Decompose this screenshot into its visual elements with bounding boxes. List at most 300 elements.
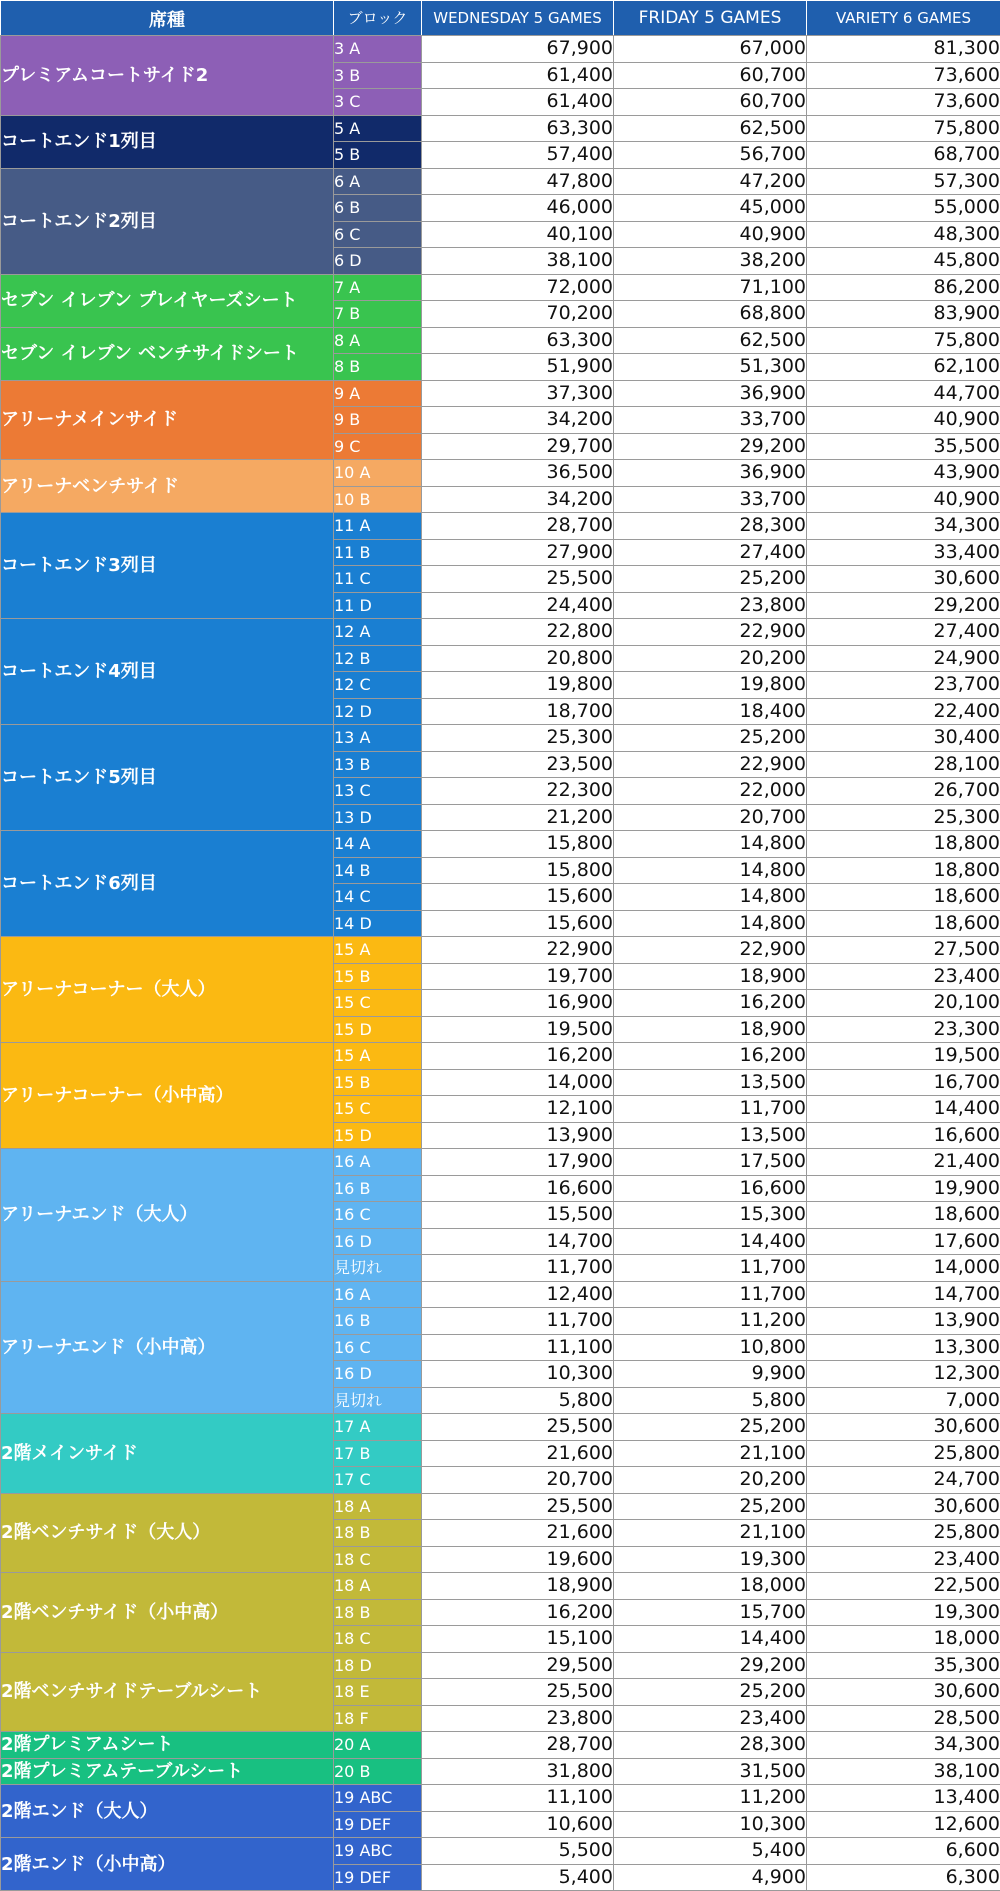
- wednesday-price-cell: 57,400: [422, 142, 614, 169]
- seat-type-cell: セブン イレブン ベンチサイドシート: [1, 327, 334, 380]
- variety-price-cell: 35,500: [807, 433, 1000, 460]
- variety-price-cell: 28,100: [807, 751, 1000, 778]
- wednesday-price-cell: 11,700: [422, 1255, 614, 1282]
- block-cell: 14 A: [334, 831, 422, 858]
- friday-price-cell: 18,000: [614, 1573, 807, 1600]
- friday-price-cell: 4,900: [614, 1864, 807, 1891]
- wednesday-price-cell: 25,300: [422, 725, 614, 752]
- variety-price-cell: 73,600: [807, 62, 1000, 89]
- table-row: [1, 1493, 1000, 1520]
- block-cell: 11 B: [334, 539, 422, 566]
- table-row: [1, 1281, 1000, 1308]
- wednesday-price-cell: 5,500: [422, 1838, 614, 1865]
- wednesday-price-cell: 5,800: [422, 1387, 614, 1414]
- block-cell: 10 B: [334, 486, 422, 513]
- table-row: [1, 1573, 1000, 1600]
- table-row: [1, 1758, 1000, 1785]
- block-cell: 3 B: [334, 62, 422, 89]
- block-cell: 6 A: [334, 168, 422, 195]
- wednesday-price-cell: 23,800: [422, 1705, 614, 1732]
- variety-price-cell: 45,800: [807, 248, 1000, 275]
- block-cell: 17 B: [334, 1440, 422, 1467]
- variety-price-cell: 30,400: [807, 725, 1000, 752]
- friday-price-cell: 5,800: [614, 1387, 807, 1414]
- block-cell: 5 A: [334, 115, 422, 142]
- wednesday-price-cell: 31,800: [422, 1758, 614, 1785]
- variety-price-cell: 40,900: [807, 407, 1000, 434]
- table-row: [1, 1732, 1000, 1759]
- wednesday-price-cell: 22,900: [422, 937, 614, 964]
- variety-price-cell: 33,400: [807, 539, 1000, 566]
- block-cell: 18 D: [334, 1652, 422, 1679]
- friday-price-cell: 5,400: [614, 1838, 807, 1865]
- block-cell: 18 F: [334, 1705, 422, 1732]
- wednesday-price-cell: 67,900: [422, 36, 614, 63]
- friday-price-cell: 25,200: [614, 1679, 807, 1706]
- header-row: [1, 1, 1000, 36]
- block-cell: 16 A: [334, 1149, 422, 1176]
- variety-price-cell: 12,300: [807, 1361, 1000, 1388]
- block-cell: 18 C: [334, 1626, 422, 1653]
- block-cell: 7 B: [334, 301, 422, 328]
- block-cell: 11 D: [334, 592, 422, 619]
- friday-price-cell: 11,200: [614, 1785, 807, 1812]
- variety-price-cell: 73,600: [807, 89, 1000, 116]
- wednesday-price-cell: 5,400: [422, 1864, 614, 1891]
- friday-price-cell: 56,700: [614, 142, 807, 169]
- variety-price-cell: 19,300: [807, 1599, 1000, 1626]
- variety-price-cell: 30,600: [807, 566, 1000, 593]
- variety-price-cell: 30,600: [807, 1679, 1000, 1706]
- friday-price-cell: 17,500: [614, 1149, 807, 1176]
- variety-price-cell: 21,400: [807, 1149, 1000, 1176]
- wednesday-price-cell: 15,600: [422, 884, 614, 911]
- block-cell: 12 D: [334, 698, 422, 725]
- block-cell: 3 C: [334, 89, 422, 116]
- wednesday-price-cell: 10,600: [422, 1811, 614, 1838]
- wednesday-header: WEDNESDAY 5 GAMES: [422, 1, 614, 36]
- friday-price-cell: 14,800: [614, 884, 807, 911]
- wednesday-price-cell: 22,800: [422, 619, 614, 646]
- variety-price-cell: 23,400: [807, 1546, 1000, 1573]
- wednesday-price-cell: 11,100: [422, 1785, 614, 1812]
- variety-price-cell: 16,600: [807, 1122, 1000, 1149]
- block-cell: 15 A: [334, 937, 422, 964]
- friday-price-cell: 11,700: [614, 1096, 807, 1123]
- variety-price-cell: 13,900: [807, 1308, 1000, 1335]
- variety-price-cell: 75,800: [807, 115, 1000, 142]
- friday-price-cell: 45,000: [614, 195, 807, 222]
- wednesday-price-cell: 29,500: [422, 1652, 614, 1679]
- friday-price-cell: 11,700: [614, 1255, 807, 1282]
- friday-price-cell: 14,800: [614, 857, 807, 884]
- wednesday-price-cell: 14,700: [422, 1228, 614, 1255]
- friday-price-cell: 28,300: [614, 513, 807, 540]
- block-cell: 13 D: [334, 804, 422, 831]
- table-row: [1, 1043, 1000, 1070]
- block-cell: 18 B: [334, 1520, 422, 1547]
- friday-price-cell: 25,200: [614, 566, 807, 593]
- friday-price-cell: 25,200: [614, 1414, 807, 1441]
- friday-price-cell: 13,500: [614, 1069, 807, 1096]
- seat-type-cell: アリーナコーナー（大人）: [1, 937, 334, 1043]
- friday-price-cell: 14,800: [614, 831, 807, 858]
- friday-price-cell: 10,800: [614, 1334, 807, 1361]
- variety-price-cell: 27,500: [807, 937, 1000, 964]
- friday-price-cell: 47,200: [614, 168, 807, 195]
- block-cell: 14 C: [334, 884, 422, 911]
- variety-price-cell: 38,100: [807, 1758, 1000, 1785]
- wednesday-price-cell: 11,700: [422, 1308, 614, 1335]
- friday-price-cell: 40,900: [614, 221, 807, 248]
- seat-type-cell: 2階ベンチサイド（小中高）: [1, 1573, 334, 1653]
- variety-price-cell: 55,000: [807, 195, 1000, 222]
- seat-type-cell: 2階エンド（小中高）: [1, 1838, 334, 1891]
- variety-price-cell: 19,500: [807, 1043, 1000, 1070]
- variety-price-cell: 18,600: [807, 1202, 1000, 1229]
- seat-type-cell: 2階エンド（大人）: [1, 1785, 334, 1838]
- variety-price-cell: 25,300: [807, 804, 1000, 831]
- table-row: [1, 1652, 1000, 1679]
- variety-price-cell: 48,300: [807, 221, 1000, 248]
- friday-price-cell: 67,000: [614, 36, 807, 63]
- wednesday-price-cell: 61,400: [422, 89, 614, 116]
- block-cell: 11 A: [334, 513, 422, 540]
- variety-price-cell: 75,800: [807, 327, 1000, 354]
- block-cell: 16 C: [334, 1202, 422, 1229]
- table-row: [1, 168, 1000, 195]
- seat-type-cell: アリーナベンチサイド: [1, 460, 334, 513]
- block-cell: 20 A: [334, 1732, 422, 1759]
- block-cell: 17 C: [334, 1467, 422, 1494]
- table-row: [1, 327, 1000, 354]
- friday-price-cell: 21,100: [614, 1440, 807, 1467]
- wednesday-price-cell: 11,100: [422, 1334, 614, 1361]
- wednesday-price-cell: 70,200: [422, 301, 614, 328]
- variety-price-cell: 44,700: [807, 380, 1000, 407]
- wednesday-price-cell: 25,500: [422, 1679, 614, 1706]
- block-cell: 17 A: [334, 1414, 422, 1441]
- variety-price-cell: 14,000: [807, 1255, 1000, 1282]
- table-row: [1, 831, 1000, 858]
- block-cell: 18 B: [334, 1599, 422, 1626]
- block-cell: 16 B: [334, 1308, 422, 1335]
- wednesday-price-cell: 36,500: [422, 460, 614, 487]
- block-cell: 14 B: [334, 857, 422, 884]
- variety-price-cell: 14,400: [807, 1096, 1000, 1123]
- wednesday-price-cell: 12,100: [422, 1096, 614, 1123]
- wednesday-price-cell: 27,900: [422, 539, 614, 566]
- seat-type-cell: 2階プレミアムシート: [1, 1732, 334, 1759]
- wednesday-price-cell: 20,800: [422, 645, 614, 672]
- friday-price-cell: 36,900: [614, 460, 807, 487]
- variety-price-cell: 20,100: [807, 990, 1000, 1017]
- friday-price-cell: 36,900: [614, 380, 807, 407]
- friday-price-cell: 38,200: [614, 248, 807, 275]
- variety-price-cell: 34,300: [807, 1732, 1000, 1759]
- wednesday-price-cell: 19,700: [422, 963, 614, 990]
- block-cell: 5 B: [334, 142, 422, 169]
- variety-price-cell: 19,900: [807, 1175, 1000, 1202]
- friday-price-cell: 33,700: [614, 407, 807, 434]
- wednesday-price-cell: 19,600: [422, 1546, 614, 1573]
- wednesday-price-cell: 38,100: [422, 248, 614, 275]
- seat-type-cell: コートエンド5列目: [1, 725, 334, 831]
- variety-price-cell: 24,700: [807, 1467, 1000, 1494]
- variety-header: VARIETY 6 GAMES: [807, 1, 1000, 36]
- wednesday-price-cell: 15,500: [422, 1202, 614, 1229]
- wednesday-price-cell: 21,600: [422, 1520, 614, 1547]
- variety-price-cell: 22,400: [807, 698, 1000, 725]
- table-row: [1, 1838, 1000, 1865]
- friday-price-cell: 21,100: [614, 1520, 807, 1547]
- friday-price-cell: 15,700: [614, 1599, 807, 1626]
- seat-type-cell: 2階プレミアムテーブルシート: [1, 1758, 334, 1785]
- wednesday-price-cell: 25,500: [422, 1493, 614, 1520]
- friday-price-cell: 25,200: [614, 725, 807, 752]
- variety-price-cell: 62,100: [807, 354, 1000, 381]
- block-cell: 13 A: [334, 725, 422, 752]
- friday-price-cell: 62,500: [614, 327, 807, 354]
- friday-price-cell: 16,600: [614, 1175, 807, 1202]
- block-cell: 7 A: [334, 274, 422, 301]
- variety-price-cell: 17,600: [807, 1228, 1000, 1255]
- seat-type-cell: アリーナコーナー（小中高）: [1, 1043, 334, 1149]
- table-row: [1, 380, 1000, 407]
- block-cell: 10 A: [334, 460, 422, 487]
- friday-price-cell: 9,900: [614, 1361, 807, 1388]
- table-row: [1, 1414, 1000, 1441]
- wednesday-price-cell: 16,600: [422, 1175, 614, 1202]
- block-cell: 9 A: [334, 380, 422, 407]
- variety-price-cell: 23,300: [807, 1016, 1000, 1043]
- variety-price-cell: 13,400: [807, 1785, 1000, 1812]
- block-cell: 18 A: [334, 1573, 422, 1600]
- friday-price-cell: 22,900: [614, 751, 807, 778]
- variety-price-cell: 13,300: [807, 1334, 1000, 1361]
- friday-price-cell: 20,200: [614, 1467, 807, 1494]
- wednesday-price-cell: 19,800: [422, 672, 614, 699]
- block-cell: 13 C: [334, 778, 422, 805]
- seat-type-cell: アリーナエンド（小中高）: [1, 1281, 334, 1414]
- wednesday-price-cell: 24,400: [422, 592, 614, 619]
- wednesday-price-cell: 22,300: [422, 778, 614, 805]
- variety-price-cell: 23,400: [807, 963, 1000, 990]
- wednesday-price-cell: 19,500: [422, 1016, 614, 1043]
- wednesday-price-cell: 14,000: [422, 1069, 614, 1096]
- friday-price-cell: 15,300: [614, 1202, 807, 1229]
- block-cell: 16 D: [334, 1361, 422, 1388]
- variety-price-cell: 25,800: [807, 1440, 1000, 1467]
- seat-type-cell: 2階ベンチサイドテーブルシート: [1, 1652, 334, 1732]
- variety-price-cell: 18,000: [807, 1626, 1000, 1653]
- friday-price-cell: 68,800: [614, 301, 807, 328]
- friday-price-cell: 60,700: [614, 89, 807, 116]
- friday-price-cell: 22,900: [614, 937, 807, 964]
- friday-price-cell: 31,500: [614, 1758, 807, 1785]
- block-cell: 19 ABC: [334, 1785, 422, 1812]
- block-cell: 9 B: [334, 407, 422, 434]
- block-cell: 13 B: [334, 751, 422, 778]
- block-cell: 15 C: [334, 990, 422, 1017]
- variety-price-cell: 18,800: [807, 857, 1000, 884]
- table-row: [1, 36, 1000, 63]
- block-cell: 19 DEF: [334, 1811, 422, 1838]
- friday-price-cell: 51,300: [614, 354, 807, 381]
- block-cell: 19 ABC: [334, 1838, 422, 1865]
- wednesday-price-cell: 46,000: [422, 195, 614, 222]
- friday-price-cell: 28,300: [614, 1732, 807, 1759]
- block-cell: 8 A: [334, 327, 422, 354]
- table-row: [1, 1149, 1000, 1176]
- seat-type-cell: セブン イレブン プレイヤーズシート: [1, 274, 334, 327]
- variety-price-cell: 18,800: [807, 831, 1000, 858]
- block-cell: 12 C: [334, 672, 422, 699]
- variety-price-cell: 12,600: [807, 1811, 1000, 1838]
- wednesday-price-cell: 18,900: [422, 1573, 614, 1600]
- block-cell: 18 A: [334, 1493, 422, 1520]
- friday-price-cell: 33,700: [614, 486, 807, 513]
- friday-price-cell: 10,300: [614, 1811, 807, 1838]
- table-row: [1, 1785, 1000, 1812]
- wednesday-price-cell: 12,400: [422, 1281, 614, 1308]
- price-table-body: [1, 36, 1000, 1891]
- friday-price-cell: 27,400: [614, 539, 807, 566]
- wednesday-price-cell: 15,100: [422, 1626, 614, 1653]
- block-cell: 18 C: [334, 1546, 422, 1573]
- variety-price-cell: 18,600: [807, 910, 1000, 937]
- variety-price-cell: 81,300: [807, 36, 1000, 63]
- block-cell: 18 E: [334, 1679, 422, 1706]
- variety-price-cell: 22,500: [807, 1573, 1000, 1600]
- wednesday-price-cell: 34,200: [422, 486, 614, 513]
- wednesday-price-cell: 17,900: [422, 1149, 614, 1176]
- seat-type-header: 席種: [1, 1, 334, 36]
- block-cell: 3 A: [334, 36, 422, 63]
- friday-price-cell: 16,200: [614, 990, 807, 1017]
- seat-type-cell: アリーナメインサイド: [1, 380, 334, 460]
- wednesday-price-cell: 63,300: [422, 115, 614, 142]
- variety-price-cell: 14,700: [807, 1281, 1000, 1308]
- block-cell: 15 D: [334, 1016, 422, 1043]
- block-cell: 16 A: [334, 1281, 422, 1308]
- variety-price-cell: 6,300: [807, 1864, 1000, 1891]
- wednesday-price-cell: 15,600: [422, 910, 614, 937]
- block-cell: 15 A: [334, 1043, 422, 1070]
- wednesday-price-cell: 16,200: [422, 1043, 614, 1070]
- friday-price-cell: 29,200: [614, 433, 807, 460]
- friday-price-cell: 16,200: [614, 1043, 807, 1070]
- wednesday-price-cell: 16,200: [422, 1599, 614, 1626]
- table-row: [1, 619, 1000, 646]
- friday-price-cell: 20,700: [614, 804, 807, 831]
- wednesday-price-cell: 25,500: [422, 1414, 614, 1441]
- friday-price-cell: 13,500: [614, 1122, 807, 1149]
- friday-price-cell: 19,800: [614, 672, 807, 699]
- block-cell: 9 C: [334, 433, 422, 460]
- variety-price-cell: 6,600: [807, 1838, 1000, 1865]
- wednesday-price-cell: 37,300: [422, 380, 614, 407]
- block-cell: 20 B: [334, 1758, 422, 1785]
- friday-price-cell: 60,700: [614, 62, 807, 89]
- wednesday-price-cell: 23,500: [422, 751, 614, 778]
- seat-type-cell: コートエンド3列目: [1, 513, 334, 619]
- wednesday-price-cell: 15,800: [422, 831, 614, 858]
- wednesday-price-cell: 21,600: [422, 1440, 614, 1467]
- variety-price-cell: 35,300: [807, 1652, 1000, 1679]
- table-row: [1, 513, 1000, 540]
- block-cell: 12 B: [334, 645, 422, 672]
- table-row: [1, 115, 1000, 142]
- variety-price-cell: 28,500: [807, 1705, 1000, 1732]
- variety-price-cell: 25,800: [807, 1520, 1000, 1547]
- seat-type-cell: 2階ベンチサイド（大人）: [1, 1493, 334, 1573]
- variety-price-cell: 18,600: [807, 884, 1000, 911]
- friday-price-cell: 18,900: [614, 963, 807, 990]
- variety-price-cell: 16,700: [807, 1069, 1000, 1096]
- friday-price-cell: 23,800: [614, 592, 807, 619]
- table-row: [1, 274, 1000, 301]
- friday-price-cell: 23,400: [614, 1705, 807, 1732]
- wednesday-price-cell: 13,900: [422, 1122, 614, 1149]
- friday-price-cell: 19,300: [614, 1546, 807, 1573]
- variety-price-cell: 7,000: [807, 1387, 1000, 1414]
- wednesday-price-cell: 21,200: [422, 804, 614, 831]
- seat-type-cell: コートエンド6列目: [1, 831, 334, 937]
- variety-price-cell: 30,600: [807, 1493, 1000, 1520]
- block-cell: 14 D: [334, 910, 422, 937]
- friday-price-cell: 18,900: [614, 1016, 807, 1043]
- wednesday-price-cell: 16,900: [422, 990, 614, 1017]
- variety-price-cell: 83,900: [807, 301, 1000, 328]
- table-row: [1, 937, 1000, 964]
- wednesday-price-cell: 18,700: [422, 698, 614, 725]
- block-cell: 6 C: [334, 221, 422, 248]
- table-row: [1, 460, 1000, 487]
- friday-price-cell: 20,200: [614, 645, 807, 672]
- wednesday-price-cell: 28,700: [422, 1732, 614, 1759]
- friday-price-cell: 71,100: [614, 274, 807, 301]
- friday-price-cell: 25,200: [614, 1493, 807, 1520]
- block-cell: 16 D: [334, 1228, 422, 1255]
- friday-price-cell: 14,400: [614, 1228, 807, 1255]
- block-cell: 12 A: [334, 619, 422, 646]
- seat-type-cell: コートエンド4列目: [1, 619, 334, 725]
- block-cell: 15 C: [334, 1096, 422, 1123]
- block-cell: 見切れ: [334, 1387, 422, 1414]
- table-row: [1, 725, 1000, 752]
- wednesday-price-cell: 72,000: [422, 274, 614, 301]
- block-cell: 6 D: [334, 248, 422, 275]
- wednesday-price-cell: 29,700: [422, 433, 614, 460]
- wednesday-price-cell: 63,300: [422, 327, 614, 354]
- variety-price-cell: 86,200: [807, 274, 1000, 301]
- wednesday-price-cell: 25,500: [422, 566, 614, 593]
- block-cell: 15 B: [334, 963, 422, 990]
- seat-type-cell: 2階メインサイド: [1, 1414, 334, 1494]
- variety-price-cell: 57,300: [807, 168, 1000, 195]
- variety-price-cell: 34,300: [807, 513, 1000, 540]
- block-cell: 16 C: [334, 1334, 422, 1361]
- block-cell: 見切れ: [334, 1255, 422, 1282]
- variety-price-cell: 26,700: [807, 778, 1000, 805]
- variety-price-cell: 29,200: [807, 592, 1000, 619]
- wednesday-price-cell: 61,400: [422, 62, 614, 89]
- variety-price-cell: 43,900: [807, 460, 1000, 487]
- variety-price-cell: 27,400: [807, 619, 1000, 646]
- wednesday-price-cell: 10,300: [422, 1361, 614, 1388]
- wednesday-price-cell: 34,200: [422, 407, 614, 434]
